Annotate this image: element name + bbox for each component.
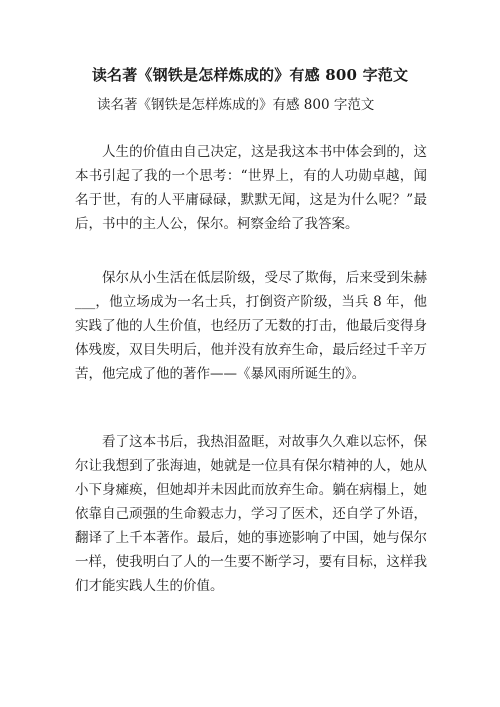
body-paragraph: 看了这本书后，我热泪盈眶，对故事久久难以忘怀，保尔让我想到了张海迪，她就是一位具有保尔精神的人，她从小下身瘫痪，但她却并未因此而放弃生命。躺在病榻上，她依靠自己顽强的生命毅志力，学习了医术，还自学了外语，翻译了上千本著作。最后，她的事迹影响了中国，她与保尔一样，使我明白了人的一生要不断学习，要有目标，这样我们才能实践人生的价值。 xyxy=(75,434,427,594)
body-paragraph: 保尔从小生活在低层阶级，受尽了欺侮，后来受到朱赫 ___，他立场成为一名士兵，打倒资产阶级，当兵 8 年，他实践了他的人生价值，也经历了无数的打击，他最后变得身体残废，双目失明后，他并没有放弃生命，最后经过千辛万苦，他完成了他的著作——《暴风雨所诞生的》。 xyxy=(75,270,427,382)
document-subtitle: 读名著《钢铁是怎样炼成的》有感 800 字范文 xyxy=(97,97,375,113)
document-title: 读名著《钢铁是怎样炼成的》有感 800 字范文 xyxy=(91,66,409,84)
body-paragraph: 人生的价值由自己决定，这是我这本书中体会到的，这本书引起了我的一个思考：“世界上，有的人功勋卓越，闻名于世，有的人平庸碌碌，默默无闻，这是为什么呢？”最后，书中的主人公，保尔。柯察金给了我答案。 xyxy=(75,144,427,232)
